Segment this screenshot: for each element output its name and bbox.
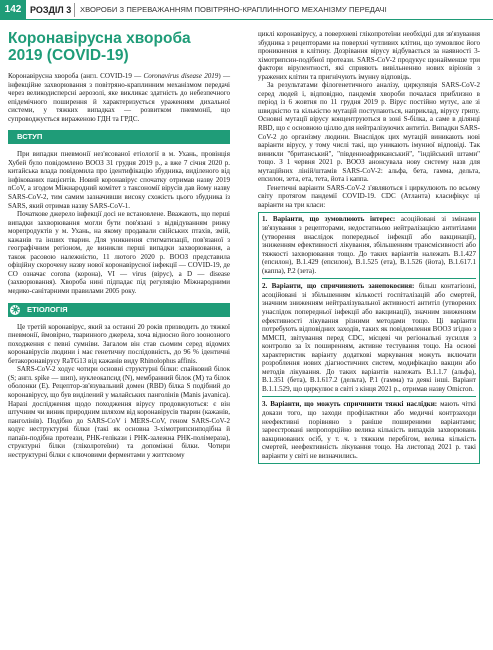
page-number: 142 xyxy=(0,0,26,20)
intro-paragraph xyxy=(8,72,230,123)
header-divider xyxy=(74,3,75,17)
vstup-paragraph-2: Початкове джерело інфекції досі не встановлене. Вважають, що перші випадки захворювання могли бути пов'язані з відвідуванням ринку морепродуктів у м. Ухань, на якому продавали свійських птахів, змій, кажанів та інших тварин. Для уникнення стигматизації, пов'язаної з географічним регіоном, де виникли перші випадки захворювання, а також расовою належністю, 11 лютого 2020 р. ВООЗ представила офіційну скорочену назву нової коронавірусної інфекції — COVID-19, де CO означає corona (корона), VI — virus (вірус), а D — disease (захворювання). Хвороба нині підпадає під регуляцію Міжнародними медико-санітарними правилами 2005 року. xyxy=(8,210,230,296)
microbe-icon xyxy=(8,303,22,317)
right-paragraph-2: За результатами філогенетичного аналізу, циркуляція SARS-CoV-2 серед людей і, відповідно, пандемія хвороби почалася приблизно в період із 6 жовтня по 11 грудня 2019 р. Вірус постійно мутує, але зі швидкістю та кількістю мутацій поступаються, наприклад, вірусу грипу. Основні мутації вірусу концентруються в зоні S-білка, а саме в ділянці RBD, що є основною ціллю для нейтралізуючих антитіл. Випадки SARS-CoV-2 до організму людини. Внаслідок цих мутацій виникають нові варіанти вірусу, у тому числі такі, що уникають імунної відповіді. Так виникли "британський", "південноафриканський", "індійський штами" тощо. З 1 червня 2021 р. ВООЗ анонсувала нову систему назв для мутаційних ліній/штамів SARS-CoV-2: альфа, бета, гамма, дельта, епсилон, зета, ета, тета, йота і каппа. xyxy=(258,81,480,184)
right-paragraph-1: циклі коронавірусу, а поверхневі глікопротеїни необхідні для зв'язування збудника з рецепторами на поверхні чутливих клітин, що зумовлює його проникнення в клітину. Дозрівання вірусу відбувається за наявності 3-хімотрипсин-подібної протеази. SARS-CoV-2 продукує щонайменше три фактори вірулентності, які сприяють вивільненню нових віріонів з уражених клітин та пригнічують імунну відповідь. xyxy=(258,30,480,81)
running-title: ХВОРОБИ З ПЕРЕВАЖАННЯМ ПОВІТРЯНО-КРАПЛИННОГО МЕХАНІЗМУ ПЕРЕДАЧІ xyxy=(80,5,387,14)
variant-class-2-text: більш контагіозні, асоційовані зі збільшенням кількості госпіталізацій або смертей, значним зниженням нейтралізувальної активності антитіл (утворених унаслідок попередньої інфекції або вакцинації), значним зниженням ефективності лікування різними методами тощо. Ці варіанти потребують відповідних заходів, таких як повідомлення ВООЗ згідно з ММСП, звітування перед CDC, місцеві чи регіональні зусилля з контролю за їх поширенням, активне тестування тощо. На основі характеристик варіанту додаткові маркування можуть включати розроблення нових діагностичних систем, модифікацію вакцин або методів лікування. До таких варіантів належать B.1.1.7 (альфа), B.1.351 (бета), B.1.617.2 (дельта), P.1 (гамма) та деякі інші. Варіант B.1.1.529, що циркулює в світі з кінця 2021 р., отримав назву Omicron. xyxy=(262,282,476,393)
section-heading-vstup: ВСТУП xyxy=(8,130,230,144)
intro-text-b: ) — інфекційне захворювання з повітряно-краплинним механізмом передачі через великодисперсні аерозолі, яке викликає здатність до небезпечного епідемічного поширення й характеризується ураженням дихальної системи, у тяжких випадках — розвитком пневмонії, що супроводжується вираженою ГДН та ГРДС. xyxy=(8,72,231,123)
variant-class-3-heading: 3. Варіанти, що можуть спричинити тяжкі наслідки: xyxy=(262,400,438,409)
left-column xyxy=(8,30,230,459)
variant-class-3-text: мають чіткі докази того, що заходи профілактики або медичні контрзаходи неефективні порівняно з раніше поширеними варіантами; зареєстровані непропорційно велика кількість випадків захворювань вакцинованих осіб, у т. ч. з тяжким перебігом, велика кількість смертей, неефективність лікування тощо. На листопад 2021 р. такі варіанти у світі не визначились. xyxy=(262,400,476,460)
variant-class-1 xyxy=(262,215,476,275)
chapter-title xyxy=(8,30,230,64)
etiology-heading-label: ЕТІОЛОГІЯ xyxy=(27,305,68,315)
variant-class-1-text: асоційовані зі змінами зв'язування з рецепторами, недостатньою нейтралізацією антитілами (утворення внаслідок попередньої інфекції або вакцинації), зниженням ефективності лікування, збільшенням трансмісивності або тяжкості захворювання тощо. До таких варіантів належать B.1.427 (епсилон), B.1.429 (епсилон), B.1.525 (ета), B.1.526 (йота), B.1.617.1 (каппа), P.2 (зета). xyxy=(262,215,477,275)
header-rule xyxy=(26,19,493,20)
section-label: РОЗДІЛ 3 xyxy=(30,5,72,15)
right-paragraph-3: Генетичні варіанти SARS-CoV-2 з'являються і циркулюють по всьому світу протягом пандемії COVID-19. CDC (Атланта) класифікує ці варіанти на три класи: xyxy=(258,183,480,209)
variant-class-2-heading: 2. Варіанти, що спричиняють занепокоєння: xyxy=(262,282,415,291)
chapter-title-line2: 2019 (COVID-19) xyxy=(8,47,129,64)
chapter-title-line1: Коронавірусна хвороба xyxy=(8,30,191,47)
right-column xyxy=(258,30,480,464)
etiology-paragraph-2: SARS-CoV-2 ходує чотири основні структурні білки: спайковий білок (S; англ. spike — шип), нуклеокапсид (N), мембранний білок (M) та білок оболонки (E). Рецептор-зв'язувальний домен (RBD) білка S подібний до коронавірусу, що був виділений у малайських панголінів (Manis javanica). Наразі дослідження щодо походження вірусу продовжуються: є він штучним чи виник природним шляхом від коронавірусів тварин (кажанів, панголінів). Подібно до SARS-CoV і MERS-CoV, геном SARS-CoV-2 кодує неструктурні білки (такі як основна 3-хімотрипсинподібна й папаїн-подібна протеази, РНК-гелікази і РНК-залежна РНК-полімераза), структурні білки (гліколротеїни) та допоміжні білки. Чотири неструктурні білки є ключовими ферментами у життєвому xyxy=(8,365,230,459)
box-divider xyxy=(262,278,476,279)
variant-class-2 xyxy=(262,282,476,393)
vstup-paragraph-1: При випадки пневмонії нез'ясованої етіології в м. Ухань, провінція Хубей було повідомлено ВООЗ 31 грудня 2019 р., а вже 7 січня 2020 р. китайська влада повідомила про ідентифікацію збудника, виділеного від інфікованих пацієнтів. Новий коронавірус спочатку отримав назву 2019 nCoV, а згодом Міжнародний комітет з таксономії вірусів дав йому назву SARS-CoV-2, тим самим зазначивши високу схожість цього збудника із SARS, який отримав назву SARS-CoV-1. xyxy=(8,150,230,210)
etiology-paragraph-1: Це третій коронавірус, який за останні 20 років призводить до тяжкої пневмонії, ймовірно, тваринного джерела, хоча відносно його зоонозного походження є певні сумніви. Загалом він став сьомим серед відомих коронавірусів людини і має генетичну послідовність, до 96 % ідентичні бетакоронавірусу RaTG13 від кажанів виду Rhinolophus affinis. xyxy=(8,322,230,365)
intro-text-a: Коронавірусна хвороба (англ. COVID-19 — xyxy=(8,72,144,80)
page-header xyxy=(0,0,493,20)
variant-class-3 xyxy=(262,400,476,460)
section-heading-etiology xyxy=(8,303,230,317)
variants-box xyxy=(258,212,480,464)
intro-term: Coronavirus disease 2019 xyxy=(143,72,219,80)
variant-class-1-heading: 1. Варіанти, що зумовлюють інтерес: xyxy=(262,215,396,224)
box-divider xyxy=(262,396,476,397)
